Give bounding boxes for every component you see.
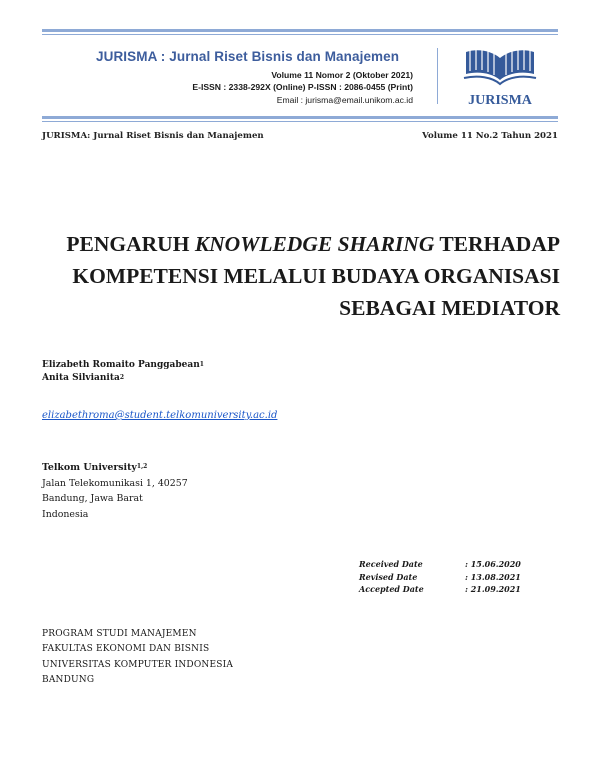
- title-line-3: SEBAGAI MEDIATOR: [339, 296, 560, 320]
- institution-line: PROGRAM STUDI MANAJEMEN: [42, 629, 197, 639]
- institution-line: FAKULTAS EKONOMI DAN BISNIS: [42, 644, 210, 655]
- title-line-1: PENGARUH KNOWLEDGE SHARING TERHADAP: [66, 232, 560, 256]
- book-icon: [464, 46, 536, 84]
- journal-email-line: Email : jurisma@email.unikom.ac.id: [276, 94, 413, 105]
- article-dates: [359, 558, 521, 596]
- running-header-right: Volume 11 No.2 Tahun 2021: [422, 131, 558, 141]
- logo-text: JURISMA: [468, 93, 532, 108]
- jurisma-logo: [460, 40, 540, 110]
- author-1: Elizabeth Romaito Panggabean$^1$: [42, 360, 204, 370]
- affiliation-name: Telkom University$^{1,2}$: [42, 462, 148, 473]
- running-header-left: JURISMA: Jurnal Riset Bisnis dan Manajemen: [42, 131, 264, 141]
- header-bottom-rule: [42, 116, 558, 119]
- author-2: Anita Silvianita$^2$: [42, 373, 125, 383]
- institution-block: [42, 627, 233, 689]
- institution-line: BANDUNG: [42, 675, 95, 686]
- header-divider: [437, 48, 438, 104]
- revised-date-row: Revised Date : 13.08.2021: [359, 571, 521, 582]
- author-email-link[interactable]: elizabethroma@student.telkomuniversity.ac.id: [42, 410, 278, 421]
- author-list: [42, 359, 204, 385]
- title-line-2: KOMPETENSI MELALUI BUDAYA ORGANISASI: [72, 264, 560, 288]
- affiliation-country: Indonesia: [42, 508, 89, 520]
- volume-line: Volume 11 Nomor 2 (Oktober 2021): [271, 70, 413, 80]
- header-top-thin-rule: [42, 34, 558, 35]
- journal-name: JURISMA : Jurnal Riset Bisnis dan Manajemen: [96, 49, 400, 64]
- accepted-date-row: Accepted Date : 21.09.2021: [359, 584, 521, 595]
- received-date-row: Received Date : 15.06.2020: [359, 559, 521, 569]
- affiliation: [42, 460, 188, 522]
- affiliation-address-2: Bandung, Jawa Barat: [42, 493, 143, 505]
- article-title: [40, 228, 560, 324]
- institution-line: UNIVERSITAS KOMPUTER INDONESIA: [42, 659, 234, 670]
- header-top-rule: [42, 29, 558, 32]
- issn-line: E-ISSN : 2338-292X (Online) P-ISSN : 2086-0455 (Print): [192, 82, 413, 93]
- header-bottom-thin-rule: [42, 121, 558, 122]
- affiliation-address-1: Jalan Telekomunikasi 1, 40257: [42, 477, 188, 489]
- journal-info: [192, 69, 413, 106]
